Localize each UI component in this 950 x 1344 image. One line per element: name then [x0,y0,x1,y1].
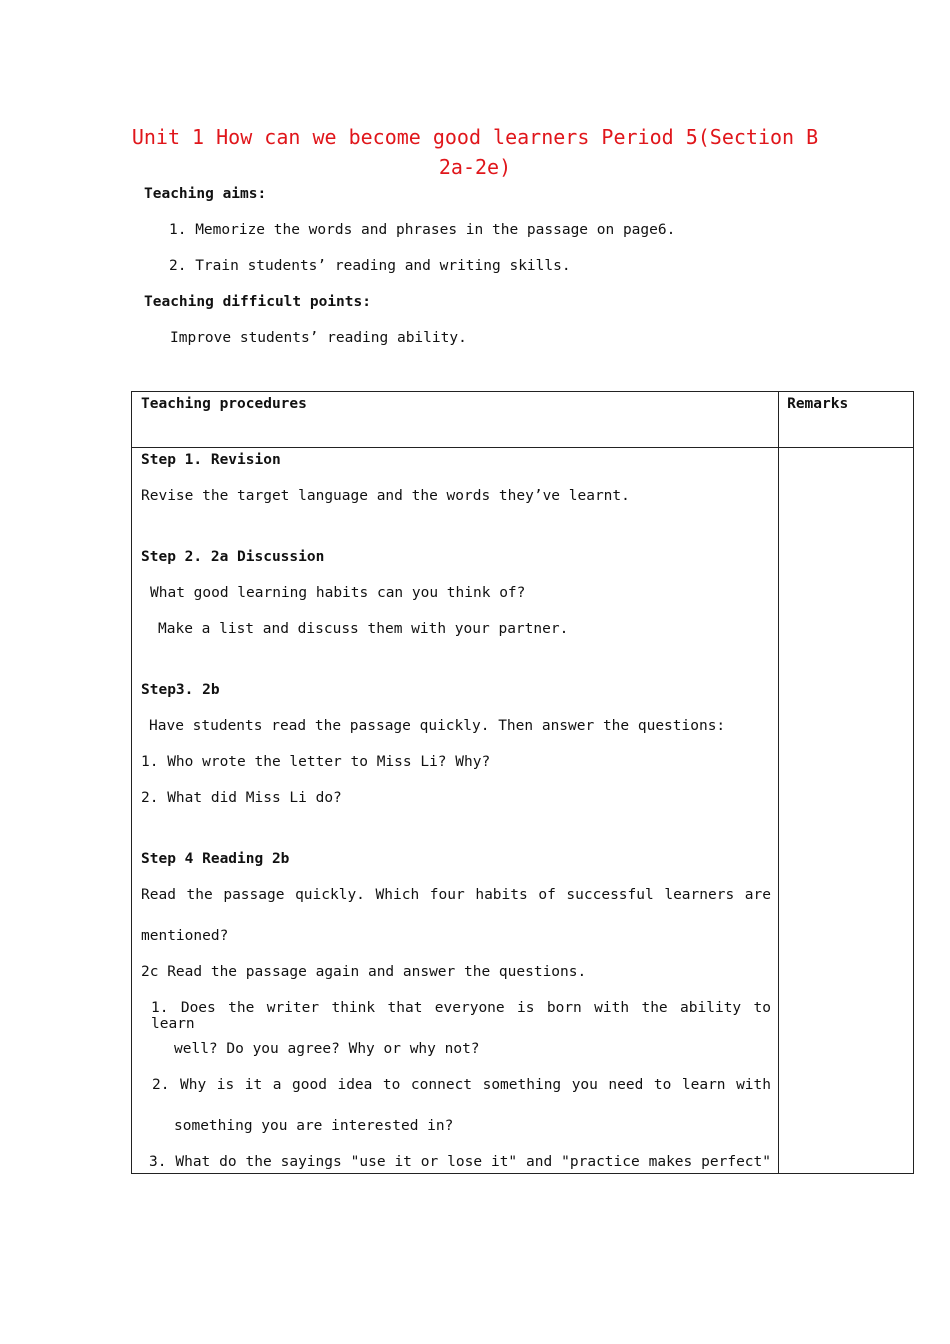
aims-item-1: 1. Memorize the words and phrases in the passage on page6. [169,222,676,238]
title-line-1: Unit 1 How can we become good learners Period 5(Section B [131,125,819,149]
difficult-text: Improve students’ reading ability. [170,330,467,346]
title-line-2: 2a-2e) [438,155,512,179]
document-title [130,122,820,182]
procedures-body-cell [132,448,779,1174]
step1-heading: Step 1. Revision [141,452,281,468]
table-header-row [132,392,914,448]
step4-sub: 2c Read the passage again and answer the questions. [141,964,587,980]
step4-heading: Step 4 Reading 2b [141,851,290,867]
step4-q3-line-1: 3. What do the sayings "use it or lose it" and "practice makes perfect" [149,1154,771,1170]
step4-q1-line-2: well? Do you agree? Why or why not? [174,1041,480,1057]
table-body-row [132,448,914,1174]
aims-item-2: 2. Train students’ reading and writing skills. [169,258,571,274]
step3-line-2: 1. Who wrote the letter to Miss Li? Why? [141,754,491,770]
step1-text: Revise the target language and the words they’ve learnt. [141,488,630,504]
step3-line-3: 2. What did Miss Li do? [141,790,342,806]
aims-heading: Teaching aims: [144,186,267,202]
procedures-table [131,391,914,1174]
remarks-header: Remarks [787,396,849,412]
procedures-header: Teaching procedures [141,396,307,412]
step2-line-2: Make a list and discuss them with your partner. [158,621,569,637]
step2-heading: Step 2. 2a Discussion [141,549,325,565]
step4-q1-line-1: 1. Does the writer think that everyone is born with the ability to learn [151,1000,771,1032]
step3-heading: Step3. 2b [141,682,220,698]
step2-line-1: What good learning habits can you think of? [150,585,526,601]
difficult-heading: Teaching difficult points: [144,294,371,310]
step4-text-line-2: mentioned? [141,928,229,944]
step4-q2-line-2: something you are interested in? [174,1118,454,1134]
step4-text-line-1: Read the passage quickly. Which four habits of successful learners are [141,887,771,903]
step4-q2-line-1: 2. Why is it a good idea to connect something you need to learn with [152,1077,771,1093]
remarks-header-cell [779,392,914,448]
step3-line-1: Have students read the passage quickly. Then answer the questions: [149,718,726,734]
remarks-body-cell [779,448,914,1174]
procedures-header-cell [132,392,779,448]
